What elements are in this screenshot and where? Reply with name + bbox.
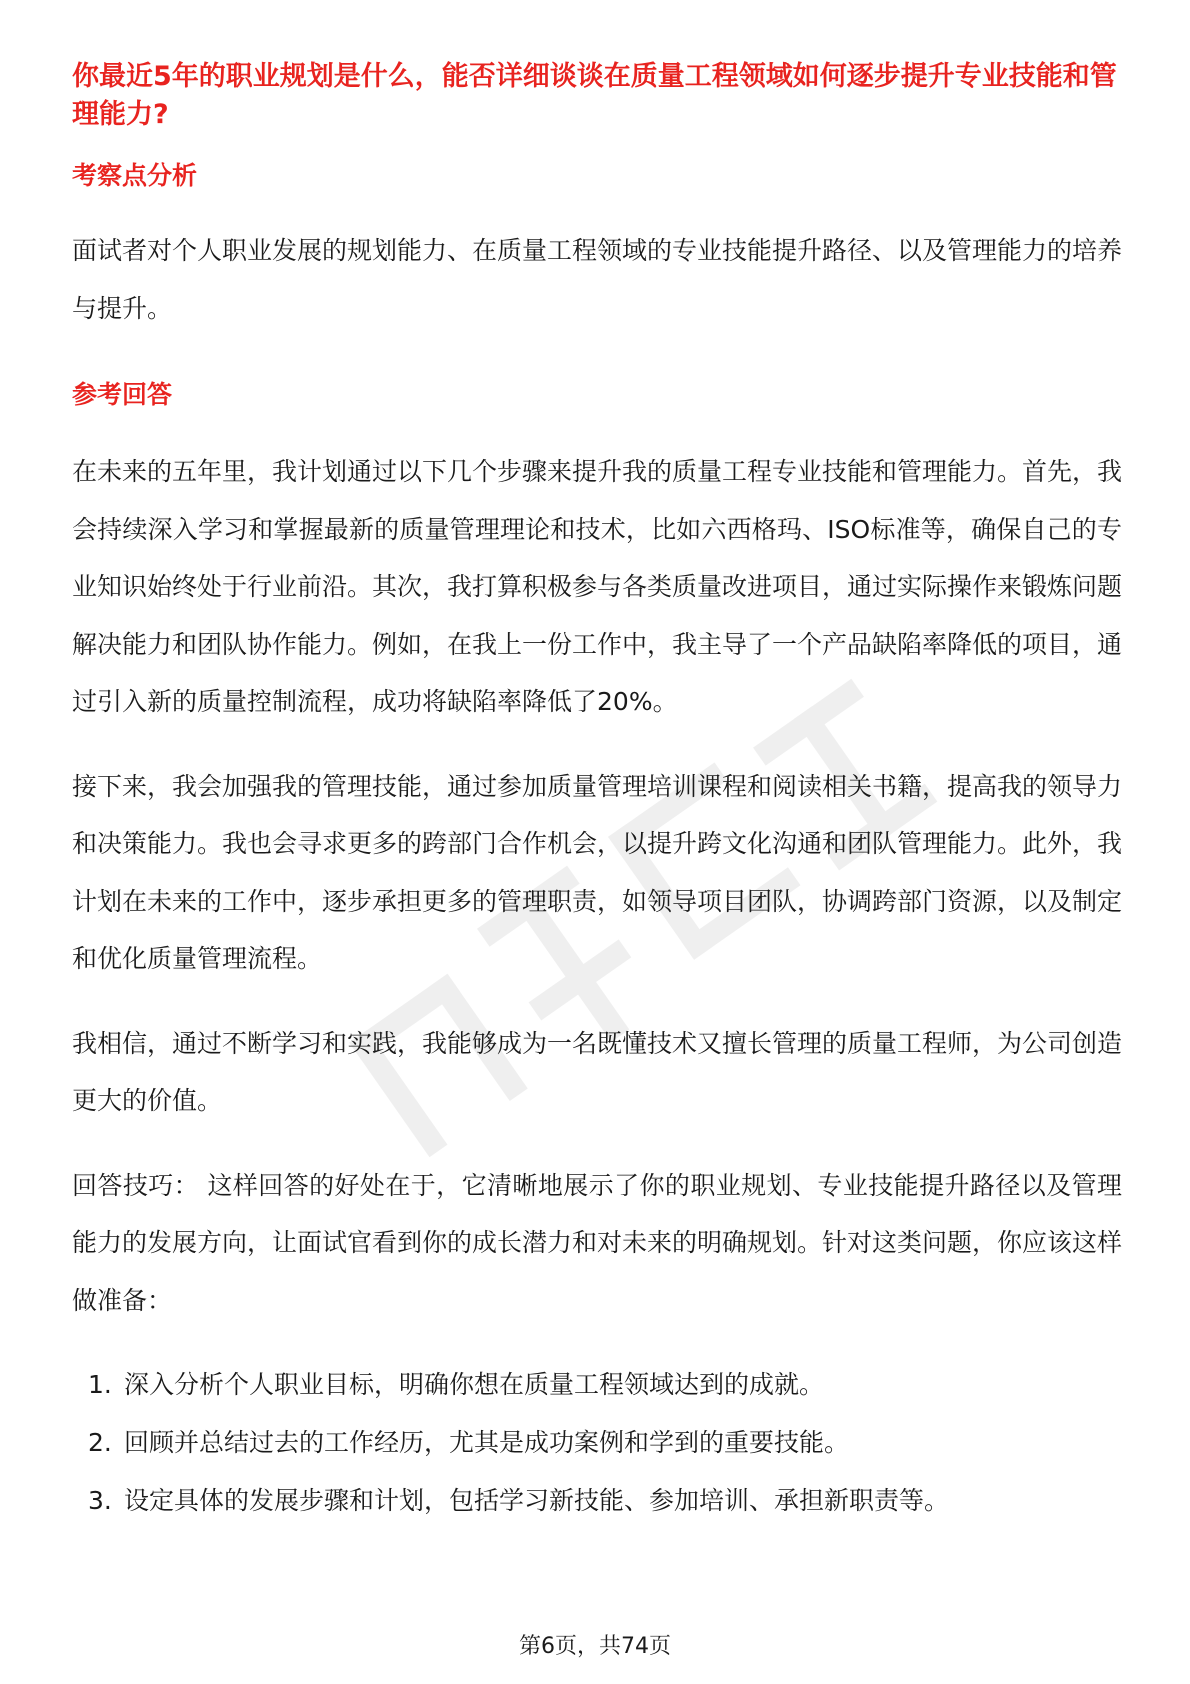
list-item-text: 回顾并总结过去的工作经历，尤其是成功案例和学到的重要技能。	[124, 1428, 850, 1457]
list-item-text: 设定具体的发展步骤和计划，包括学习新技能、参加培训、承担新职责等。	[124, 1486, 950, 1515]
list-item-number: 3.	[88, 1486, 112, 1515]
list-item-text: 深入分析个人职业目标，明确你想在质量工程领域达到的成就。	[124, 1370, 825, 1399]
question-title: 你最近5年的职业规划是什么，能否详细谈谈在质量工程领域如何逐步提升专业技能和管理能力?	[72, 61, 1117, 130]
list-item	[72, 1356, 1122, 1414]
answer-paragraph: 我相信，通过不断学习和实践，我能够成为一名既懂技术又擅长管理的质量工程师，为公司创造更大的价值。	[72, 1028, 1123, 1115]
list-item	[72, 1414, 1122, 1472]
answer-paragraph: 接下来，我会加强我的管理技能，通过参加质量管理培训课程和阅读相关书籍，提高我的领导力和决策能力。我也会寻求更多的跨部门合作机会，以提升跨文化沟通和团队管理能力。此外，我计划在未来的工作中，逐步承担更多的管理职责，如领导项目团队，协调跨部门资源，以及制定和优化质量管理流程。	[72, 771, 1123, 973]
list-item-number: 1.	[88, 1370, 112, 1399]
tip-paragraph: 回答技巧： 这样回答的好处在于，它清晰地展示了你的职业规划、专业技能提升路径以及管理能力的发展方向，让面试官看到你的成长潜力和对未来的明确规划。针对这类问题，你应该这样做准备：	[72, 1170, 1123, 1315]
content-area	[72, 58, 1122, 1530]
answer-heading: 参考回答	[72, 380, 173, 409]
analysis-text: 面试者对个人职业发展的规划能力、在质量工程领域的专业技能提升路径、以及管理能力的培养与提升。	[72, 236, 1123, 323]
analysis-heading: 考察点分析	[72, 161, 198, 190]
tip-list	[72, 1356, 1122, 1530]
list-item	[72, 1472, 1122, 1530]
page-number-footer: 第6页，共74页	[519, 1634, 671, 1659]
list-item-number: 2.	[88, 1428, 112, 1457]
answer-paragraph: 在未来的五年里，我计划通过以下几个步骤来提升我的质量工程专业技能和管理能力。首先，我会持续深入学习和掌握最新的质量管理理论和技术，比如六西格玛、ISO标准等，确保自己的专业知识始终处于行业前沿。其次，我打算积极参与各类质量改进项目，通过实际操作来锻炼问题解决能力和团队协作能力。例如，在我上一份工作中，我主导了一个产品缺陷率降低的项目，通过引入新的质量控制流程，成功将缺陷率降低了20%。	[72, 457, 1123, 716]
